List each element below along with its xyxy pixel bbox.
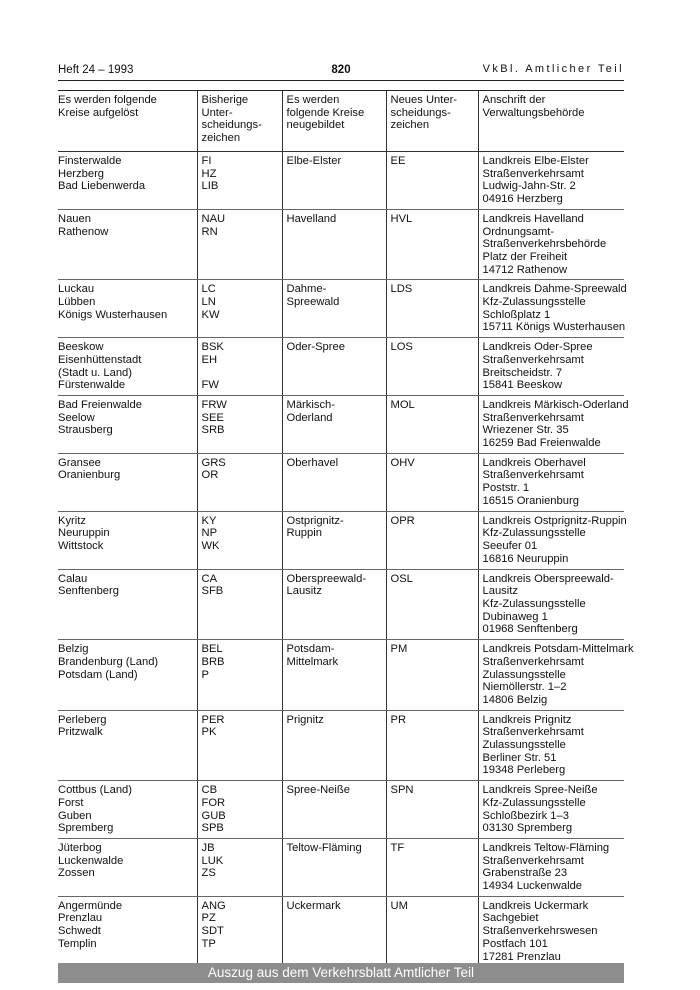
cell-line: Spree-Neiße bbox=[286, 784, 350, 797]
cell-line: Angermünde bbox=[58, 899, 123, 912]
cell-line: Landkreis Teltow-Fläming bbox=[482, 841, 610, 854]
old-districts-cell bbox=[58, 896, 197, 968]
cell-line: HZ bbox=[201, 167, 217, 180]
cell-line: Landkreis Dahme-Spreewald bbox=[482, 283, 627, 296]
new-district-cell bbox=[282, 838, 386, 896]
table-body bbox=[58, 151, 634, 968]
cell-line: Oberhavel bbox=[286, 456, 339, 469]
cell-line: Landkreis Ostprignitz-Ruppin bbox=[482, 514, 627, 527]
col-new-code bbox=[386, 91, 478, 151]
table-row bbox=[58, 896, 624, 968]
header-line: Kreise aufgelöst bbox=[58, 106, 139, 119]
cell-line: Landkreis Havelland bbox=[482, 212, 584, 225]
cell-line: Kfz-Zulassungsstelle bbox=[482, 796, 586, 809]
cell-line: 17281 Prenzlau bbox=[482, 950, 561, 963]
cell-line: Landkreis Oberspreewald- bbox=[482, 572, 614, 585]
cell-line: Kfz-Zulassungsstelle bbox=[482, 527, 586, 540]
cell-line: Jüterbog bbox=[58, 841, 102, 854]
address-cell bbox=[478, 453, 624, 511]
cell-line: SDT bbox=[201, 925, 224, 938]
cell-line: LC bbox=[201, 283, 216, 296]
new-code-cell bbox=[386, 569, 478, 640]
cell-line: Bad Liebenwerda bbox=[58, 180, 146, 193]
cell-line: LDS bbox=[390, 283, 413, 296]
address-cell bbox=[478, 781, 624, 839]
new-code-cell bbox=[386, 395, 478, 453]
cell-line: Straßenverkehrsamt bbox=[482, 726, 584, 739]
cell-line: 14806 Belzig bbox=[482, 693, 548, 706]
cell-line: Poststr. 1 bbox=[482, 482, 530, 495]
old-codes-cell bbox=[197, 453, 282, 511]
cell-line: FRW bbox=[201, 398, 227, 411]
cell-line: PR bbox=[390, 713, 407, 726]
cell-line: PER bbox=[201, 713, 225, 726]
cell-line: LIB bbox=[201, 180, 219, 193]
old-districts-cell bbox=[58, 151, 197, 209]
cell-line: RN bbox=[201, 225, 218, 238]
header-line: folgende Kreise bbox=[286, 106, 365, 119]
new-code-cell bbox=[386, 781, 478, 839]
cell-line: ZS bbox=[201, 867, 216, 880]
new-code-cell bbox=[386, 710, 478, 781]
cell-line: 16816 Neuruppin bbox=[482, 552, 569, 565]
cell-line: Lübben bbox=[58, 296, 96, 309]
old-codes-cell bbox=[197, 511, 282, 569]
cell-line: Straßenverkehrsamt bbox=[482, 411, 584, 424]
cell-line: Wittstock bbox=[58, 539, 104, 552]
cell-line: Spreewald bbox=[286, 296, 340, 309]
cell-line: Mittelmark bbox=[286, 655, 339, 668]
old-codes-cell bbox=[197, 640, 282, 711]
cell-line: Ruppin bbox=[286, 527, 322, 540]
new-district-cell bbox=[282, 640, 386, 711]
cell-line: Elbe-Elster bbox=[286, 154, 342, 167]
address-cell bbox=[478, 209, 624, 280]
cell-line: Luckenwalde bbox=[58, 854, 124, 867]
footer-banner: Auszug aus dem Verkehrsblatt Amtlicher Teil bbox=[58, 963, 624, 983]
cell-line: Bad Freienwalde bbox=[58, 398, 142, 411]
cell-line: Oderland bbox=[286, 411, 333, 424]
old-districts-cell bbox=[58, 710, 197, 781]
cell-line: Senftenberg bbox=[58, 585, 119, 598]
new-district-cell bbox=[282, 338, 386, 396]
cell-line: Landkreis Elbe-Elster bbox=[482, 154, 589, 167]
cell-line: 16259 Bad Freienwalde bbox=[482, 437, 601, 450]
cell-line: Landkreis Prignitz bbox=[482, 713, 572, 726]
cell-line: Lausitz bbox=[286, 585, 322, 598]
new-code-cell bbox=[386, 896, 478, 968]
cell-line: Belzig bbox=[58, 643, 89, 656]
cell-line: Straßenverkehrsbehörde bbox=[482, 238, 607, 251]
cell-line: 04916 Herzberg bbox=[482, 192, 563, 205]
header-line: scheidungs- bbox=[201, 119, 262, 132]
table-row bbox=[58, 280, 624, 338]
cell-line: MOL bbox=[390, 398, 415, 411]
cell-line: Nauen bbox=[58, 212, 91, 225]
cell-line: Uckermark bbox=[286, 899, 341, 912]
cell-line: Seeufer 01 bbox=[482, 539, 538, 552]
old-districts-cell bbox=[58, 838, 197, 896]
cell-line: NP bbox=[201, 527, 218, 540]
address-cell bbox=[478, 640, 634, 711]
old-codes-cell bbox=[197, 280, 282, 338]
new-code-cell bbox=[386, 209, 478, 280]
old-codes-cell bbox=[197, 151, 282, 209]
cell-line: GRS bbox=[201, 456, 226, 469]
table-row bbox=[58, 569, 624, 640]
cell-line: Landkreis Potsdam-Mittelmark bbox=[482, 643, 634, 656]
cell-line: Ordnungsamt- bbox=[482, 225, 555, 238]
cell-line: Oder-Spree bbox=[286, 341, 345, 354]
cell-line: 01968 Senftenberg bbox=[482, 623, 578, 636]
cell-line: Postfach 101 bbox=[482, 937, 548, 950]
cell-line: 14712 Rathenow bbox=[482, 263, 568, 276]
cell-line: Potsdam- bbox=[286, 643, 335, 656]
header-line: Bisherige bbox=[201, 94, 249, 106]
cell-line: Kyritz bbox=[58, 514, 86, 527]
cell-line: Zulassungsstelle bbox=[482, 739, 566, 752]
new-district-cell bbox=[282, 710, 386, 781]
header-line: scheidungs- bbox=[390, 106, 451, 119]
address-cell bbox=[478, 395, 629, 453]
new-district-cell bbox=[282, 395, 386, 453]
col-new-district bbox=[282, 91, 386, 151]
cell-line: CB bbox=[201, 784, 218, 797]
cell-line: Calau bbox=[58, 572, 88, 585]
cell-line: EE bbox=[390, 154, 406, 167]
cell-line: Märkisch- bbox=[286, 398, 335, 411]
new-district-cell bbox=[282, 511, 386, 569]
cell-line: OPR bbox=[390, 514, 415, 527]
cell-line: Ostprignitz- bbox=[286, 514, 344, 527]
header-line: neugebildet bbox=[286, 119, 345, 132]
cell-line bbox=[202, 367, 282, 380]
cell-line: OR bbox=[201, 469, 219, 482]
cell-line: Templin bbox=[58, 937, 97, 950]
cell-line: Luckau bbox=[58, 283, 95, 296]
cell-line: EH bbox=[201, 353, 218, 366]
cell-line: Dubinaweg 1 bbox=[482, 610, 548, 623]
cell-line: Prenzlau bbox=[58, 912, 103, 925]
new-district-cell bbox=[282, 280, 386, 338]
cell-line: Fürstenwalde bbox=[58, 379, 126, 392]
old-codes-cell bbox=[197, 209, 282, 280]
header-line: zeichen bbox=[390, 119, 430, 132]
cell-line: FOR bbox=[201, 796, 226, 809]
cell-line: 03130 Spremberg bbox=[482, 822, 573, 835]
old-districts-cell bbox=[58, 511, 197, 569]
cell-line: Forst bbox=[58, 796, 84, 809]
cell-line: NAU bbox=[201, 212, 226, 225]
header-line: Es werden folgende bbox=[58, 94, 157, 106]
old-districts-cell bbox=[58, 640, 197, 711]
cell-line: Spremberg bbox=[58, 822, 114, 835]
header-line: Verwaltungsbehörde bbox=[482, 106, 585, 119]
cell-line: Schloßbezirk 1–3 bbox=[482, 809, 569, 822]
new-code-cell bbox=[386, 511, 478, 569]
table-row bbox=[58, 151, 624, 209]
cell-line: Perleberg bbox=[58, 713, 107, 726]
address-cell bbox=[478, 896, 624, 968]
cell-line: Platz der Freiheit bbox=[482, 250, 568, 263]
new-code-cell bbox=[386, 338, 478, 396]
table-row bbox=[58, 710, 624, 781]
address-cell bbox=[478, 338, 624, 396]
address-cell bbox=[478, 838, 624, 896]
cell-line: Straßenverkehrsamt bbox=[482, 854, 584, 867]
cell-line: LN bbox=[201, 296, 216, 309]
cell-line: OSL bbox=[390, 572, 413, 585]
cell-line: SFB bbox=[201, 585, 224, 598]
cell-line: Königs Wusterhausen bbox=[58, 308, 168, 321]
table-row bbox=[58, 453, 624, 511]
cell-line: Sachgebiet bbox=[482, 912, 539, 925]
cell-line: Zulassungsstelle bbox=[482, 668, 566, 681]
cell-line: Strausberg bbox=[58, 424, 113, 437]
cell-line: Straßenverkehrswesen bbox=[482, 925, 598, 938]
cell-line: LUK bbox=[201, 854, 224, 867]
cell-line: Straßenverkehrsamt bbox=[482, 353, 584, 366]
cell-line: Grabenstraße 23 bbox=[482, 867, 568, 880]
cell-line: P bbox=[201, 668, 209, 681]
new-district-cell bbox=[282, 569, 386, 640]
new-district-cell bbox=[282, 896, 386, 968]
old-codes-cell bbox=[197, 338, 282, 396]
cell-line: Guben bbox=[58, 809, 92, 822]
old-districts-cell bbox=[58, 781, 197, 839]
new-code-cell bbox=[386, 151, 478, 209]
table-row bbox=[58, 209, 624, 280]
header-line: Unter- bbox=[201, 106, 233, 119]
address-cell bbox=[478, 511, 627, 569]
address-cell bbox=[478, 710, 624, 781]
cell-line: OHV bbox=[390, 456, 415, 469]
address-cell bbox=[478, 280, 627, 338]
new-code-cell bbox=[386, 838, 478, 896]
cell-line: Kfz-Zulassungsstelle bbox=[482, 597, 586, 610]
cell-line: Beeskow bbox=[58, 341, 104, 354]
old-districts-cell bbox=[58, 453, 197, 511]
cell-line: Straßenverkehrsamt bbox=[482, 655, 584, 668]
cell-line: Prignitz bbox=[286, 713, 324, 726]
cell-line: PM bbox=[390, 643, 408, 656]
cell-line: GUB bbox=[201, 809, 226, 822]
old-codes-cell bbox=[197, 838, 282, 896]
cell-line: Berliner Str. 51 bbox=[482, 751, 557, 764]
cell-line: Oranienburg bbox=[58, 469, 121, 482]
header-line: Es werden bbox=[286, 94, 340, 106]
old-districts-cell bbox=[58, 395, 197, 453]
cell-line: 15841 Beeskow bbox=[482, 379, 563, 392]
header-line: Anschrift der bbox=[482, 94, 546, 106]
cell-line: SPB bbox=[201, 822, 224, 835]
new-district-cell bbox=[282, 151, 386, 209]
cell-line: Cottbus (Land) bbox=[58, 784, 133, 797]
cell-line: WK bbox=[201, 539, 220, 552]
cell-line: BRB bbox=[201, 655, 225, 668]
new-code-cell bbox=[386, 453, 478, 511]
cell-line: (Stadt u. Land) bbox=[58, 366, 133, 379]
new-code-cell bbox=[386, 280, 478, 338]
cell-line: Teltow-Fläming bbox=[286, 841, 362, 854]
cell-line: Straßenverkehrsamt bbox=[482, 167, 584, 180]
address-cell bbox=[478, 569, 624, 640]
cell-line: Wriezener Str. 35 bbox=[482, 424, 569, 437]
cell-line: UM bbox=[390, 899, 408, 912]
cell-line: Lausitz bbox=[482, 585, 518, 598]
table-row bbox=[58, 338, 624, 396]
cell-line: SPN bbox=[390, 784, 414, 797]
cell-line: FW bbox=[201, 379, 219, 392]
cell-line: 16515 Oranienburg bbox=[482, 494, 579, 507]
table-row bbox=[58, 640, 624, 711]
cell-line: SRB bbox=[201, 424, 225, 437]
old-codes-cell bbox=[197, 395, 282, 453]
cell-line: Niemöllerstr. 1–2 bbox=[482, 681, 567, 694]
cell-line: Pritzwalk bbox=[58, 726, 103, 739]
old-codes-cell bbox=[197, 896, 282, 968]
col-dissolved-districts bbox=[58, 91, 197, 151]
cell-line: BEL bbox=[201, 643, 223, 656]
table-header-row bbox=[58, 91, 624, 151]
cell-line: KY bbox=[201, 514, 217, 527]
cell-line: CA bbox=[201, 572, 218, 585]
old-codes-cell bbox=[197, 781, 282, 839]
cell-line: 14934 Luckenwalde bbox=[482, 880, 583, 893]
cell-line: Landkreis Spree-Neiße bbox=[482, 784, 598, 797]
old-codes-cell bbox=[197, 569, 282, 640]
page-number: 820 bbox=[331, 64, 351, 76]
header-line: zeichen bbox=[201, 132, 241, 145]
table-row bbox=[58, 395, 624, 453]
cell-line: KW bbox=[201, 308, 220, 321]
cell-line: JB bbox=[201, 841, 215, 854]
cell-line: Breitscheidstr. 7 bbox=[482, 366, 563, 379]
cell-line: Kfz-Zulassungsstelle bbox=[482, 296, 586, 309]
cell-line: Finsterwalde bbox=[58, 154, 122, 167]
cell-line: HVL bbox=[390, 212, 413, 225]
cell-line: 15711 Königs Wusterhausen bbox=[482, 321, 626, 334]
cell-line: PZ bbox=[201, 912, 216, 925]
cell-line: Landkreis Uckermark bbox=[482, 899, 589, 912]
old-codes-cell bbox=[197, 710, 282, 781]
table-row bbox=[58, 511, 624, 569]
old-districts-cell bbox=[58, 209, 197, 280]
col-authority-address bbox=[478, 91, 624, 151]
new-code-cell bbox=[386, 640, 478, 711]
cell-line: Ludwig-Jahn-Str. 2 bbox=[482, 180, 576, 193]
cell-line: Dahme- bbox=[286, 283, 327, 296]
address-cell bbox=[478, 151, 624, 209]
cell-line: LOS bbox=[390, 341, 413, 354]
old-districts-cell bbox=[58, 280, 197, 338]
cell-line: ANG bbox=[201, 899, 226, 912]
header-rule-top bbox=[58, 80, 624, 81]
cell-line: TF bbox=[390, 841, 405, 854]
cell-line: Rathenow bbox=[58, 225, 109, 238]
new-district-cell bbox=[282, 781, 386, 839]
cell-line: Brandenburg (Land) bbox=[58, 655, 159, 668]
cell-line: Havelland bbox=[286, 212, 337, 225]
cell-line: Schwedt bbox=[58, 925, 101, 938]
cell-line: FI bbox=[201, 154, 212, 167]
cell-line: Herzberg bbox=[58, 167, 105, 180]
journal-title: VkBl. Amtlicher Teil bbox=[482, 63, 624, 75]
cell-line: BSK bbox=[201, 341, 224, 354]
page-header bbox=[58, 62, 624, 80]
new-district-cell bbox=[282, 453, 386, 511]
cell-line: Landkreis Oder-Spree bbox=[482, 341, 593, 354]
cell-line: Landkreis Oberhavel bbox=[482, 456, 586, 469]
cell-line: Neuruppin bbox=[58, 527, 110, 540]
issue-label: Heft 24 – 1993 bbox=[58, 64, 134, 76]
cell-line: Potsdam (Land) bbox=[58, 668, 138, 681]
cell-line: Zossen bbox=[58, 867, 95, 880]
cell-line: Oberspreewald- bbox=[286, 572, 367, 585]
cell-line: Schloßplatz 1 bbox=[482, 308, 551, 321]
cell-line: 19348 Perleberg bbox=[482, 764, 566, 777]
header-line: Neues Unter- bbox=[390, 94, 458, 106]
old-districts-cell bbox=[58, 338, 197, 396]
table-row bbox=[58, 781, 624, 839]
col-old-code bbox=[197, 91, 282, 151]
cell-line: Landkreis Märkisch-Oderland bbox=[482, 398, 629, 411]
cell-line: PK bbox=[201, 726, 217, 739]
table-row bbox=[58, 838, 624, 896]
cell-line: SEE bbox=[201, 411, 224, 424]
cell-line: Eisenhüttenstadt bbox=[58, 353, 142, 366]
cell-line: Gransee bbox=[58, 456, 101, 469]
cell-line: TP bbox=[201, 937, 216, 950]
new-district-cell bbox=[282, 209, 386, 280]
cell-line: Straßenverkehrsamt bbox=[482, 469, 584, 482]
old-districts-cell bbox=[58, 569, 197, 640]
district-table bbox=[58, 91, 634, 968]
cell-line: Seelow bbox=[58, 411, 95, 424]
